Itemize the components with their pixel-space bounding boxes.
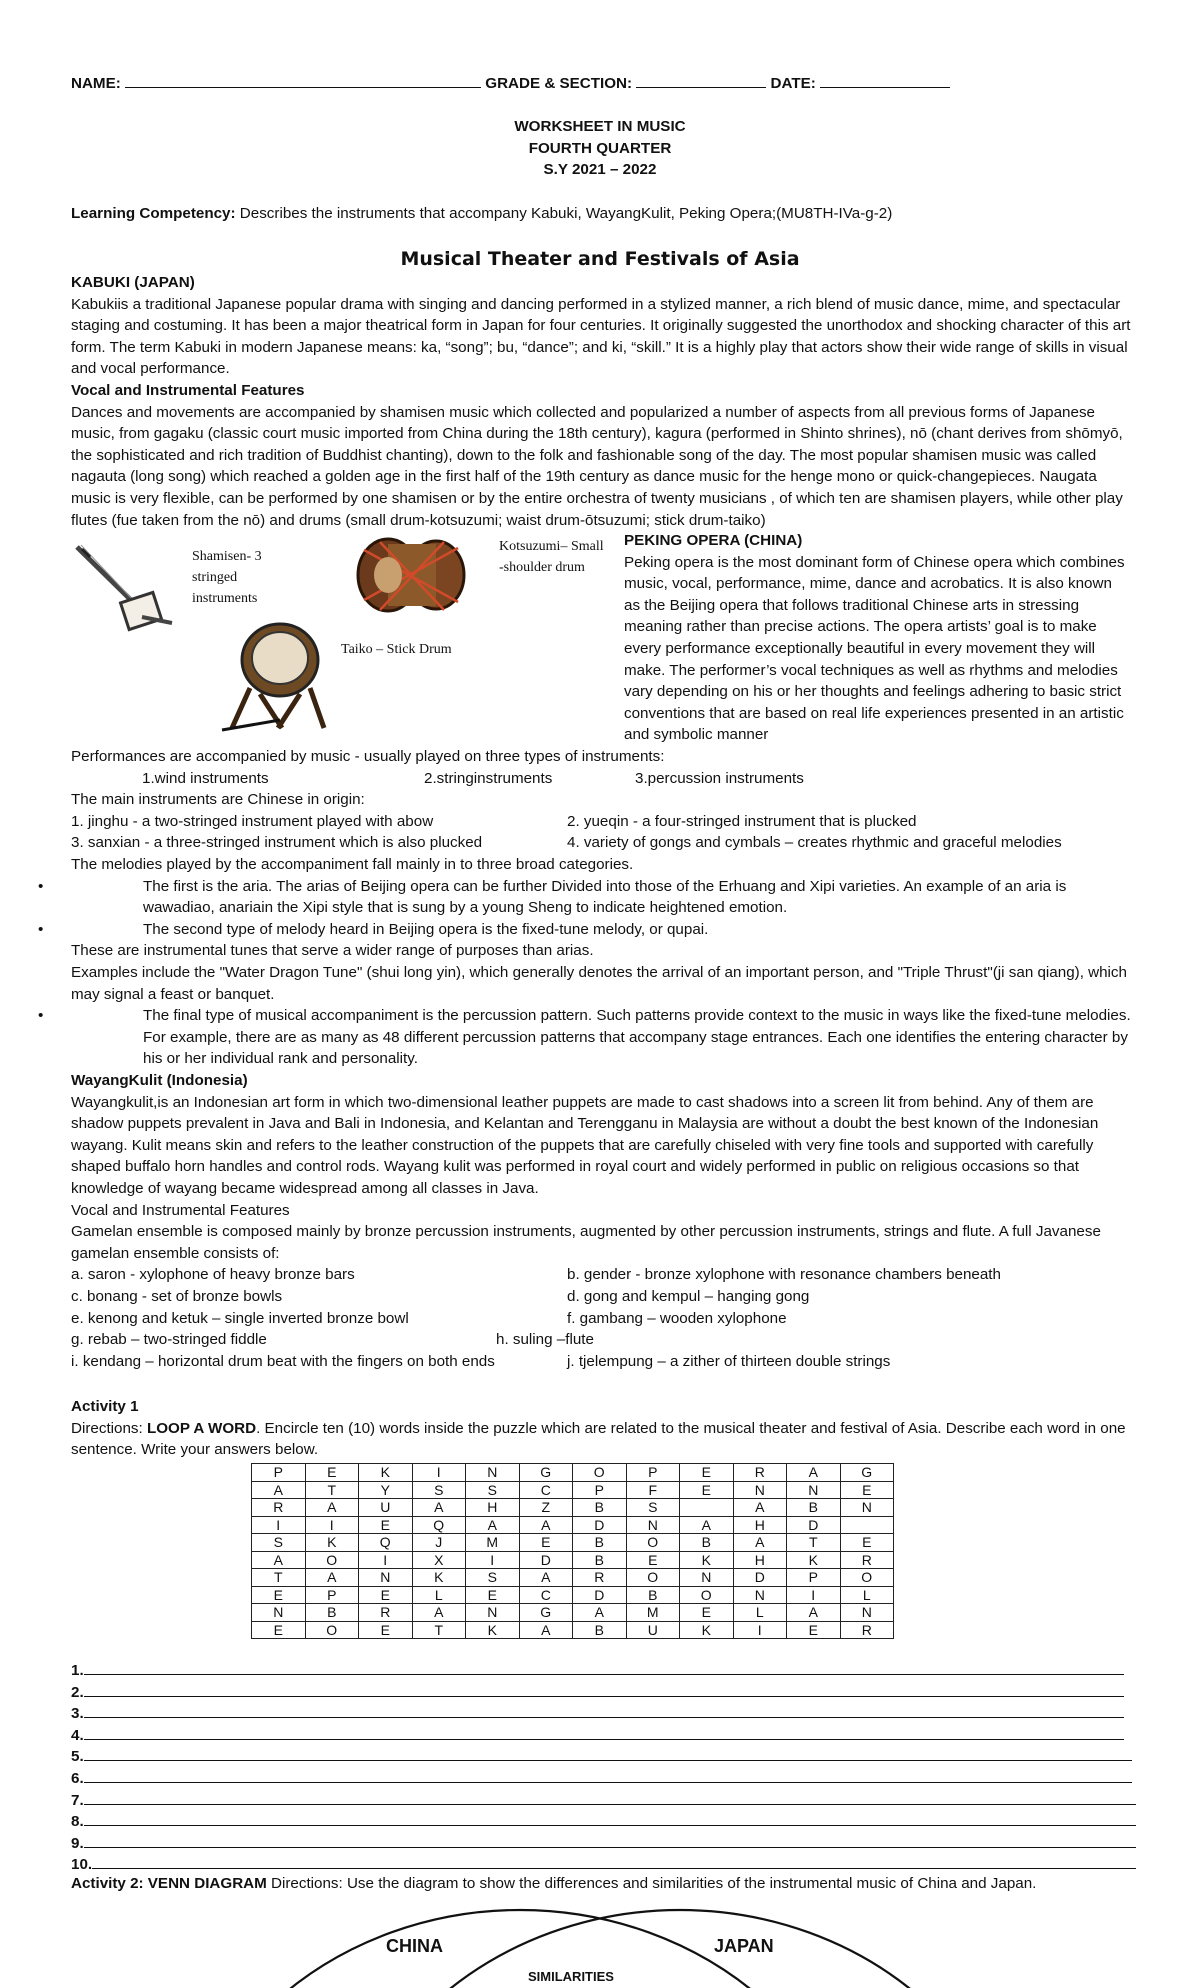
puzzle-row [252,1534,894,1552]
grade-label: GRADE & SECTION: [485,75,633,92]
answer-line[interactable] [71,1768,1131,1790]
gamelan-item: d. gong and kempul – hanging gong [567,1287,810,1305]
puzzle-cell[interactable]: I [787,1586,841,1604]
puzzle-cell[interactable]: B [305,1604,359,1622]
puzzle-cell[interactable]: K [466,1621,520,1639]
answer-lines [71,1660,1131,1876]
answer-number: 5. [71,1748,84,1766]
puzzle-cell[interactable]: G [519,1604,573,1622]
answer-line[interactable] [71,1790,1131,1812]
gamelan-item: j. tjelempung – a zither of thirteen double strings [567,1352,891,1370]
puzzle-cell[interactable]: B [573,1499,627,1517]
puzzle-cell[interactable]: U [626,1621,680,1639]
kabuki-section [71,272,1133,531]
puzzle-cell[interactable]: S [252,1534,306,1552]
kabuki-vocal-heading: Vocal and Instrumental Features [71,381,305,399]
puzzle-cell[interactable]: Q [412,1516,466,1534]
instrument-yueqin: 2. yueqin - a four-stringed instrument that is plucked [567,812,917,830]
puzzle-row [252,1464,894,1482]
peking-heading: PEKING OPERA (CHINA) [624,532,803,549]
answer-number: 8. [71,1813,84,1831]
title-block [0,116,1200,181]
kabuki-vocal-paragraph: Dances and movements are accompanied by shamisen music which collected and popularized a number of aspects from all previous forms of Japanese music, from gagaku (classic court music imported from China during the 18th century), kagura (performed in Shinto shrines), nō (chant derives from shōmyō, the sophisticated and rich tradition of Buddhist chanting), down to the folk and fashionable song of the day. The most popular shamisen music was called nagauta (long song) which reached a golden age in the first half of the 19th century as dance music for the henge mono or quick-changepieces. Naugata music is very flexible, can be performed by one shamisen or by the entire orchestra of twenty musicians , of which ten are shamisen players, while other play flutes (fue taken from the nō) and drums (small drum-kotsuzumi; waist drum-ōtsuzumi; stick drum-taiko) [71,403,1123,529]
puzzle-cell[interactable]: G [840,1464,894,1482]
puzzle-cell[interactable] [680,1499,734,1517]
word-puzzle [251,1463,894,1639]
activity1-section [71,1396,1133,1461]
answer-line[interactable] [71,1811,1131,1833]
puzzle-cell[interactable]: E [252,1586,306,1604]
puzzle-cell[interactable]: N [733,1586,787,1604]
puzzle-row [252,1516,894,1534]
header-row [71,73,1131,95]
shamisen-image [72,535,182,635]
puzzle-cell[interactable]: I [252,1516,306,1534]
gamelan-item: f. gambang – wooden xylophone [567,1309,787,1327]
competency-text: Describes the instruments that accompany Kabuki, WayangKulit, Peking Opera;(MU8TH-IVa-g-2) [235,205,893,222]
bullet-fixed-tune: • The second type of melody heard in Beijing opera is the fixed-tune melody, or qupai. [0,919,1133,941]
puzzle-cell[interactable]: B [573,1621,627,1639]
puzzle-cell[interactable]: D [733,1569,787,1587]
puzzle-cell[interactable]: Q [359,1534,413,1552]
puzzle-cell[interactable]: N [787,1481,841,1499]
answer-number: 7. [71,1791,84,1809]
instrument-sanxian: 3. sanxian - a three-stringed instrument which is also plucked [71,834,483,852]
puzzle-cell[interactable]: F [626,1481,680,1499]
title-line-3: S.Y 2021 – 2022 [543,161,657,179]
puzzle-cell[interactable] [840,1516,894,1534]
gamelan-item: g. rebab – two-stringed fiddle [71,1331,267,1349]
gamelan-row [71,1329,1133,1351]
shamisen-caption: Shamisen- 3 stringed instruments [192,549,262,606]
puzzle-cell[interactable]: M [626,1604,680,1622]
wayang-section [71,1070,1133,1372]
answer-blank[interactable] [84,1811,1136,1826]
puzzle-cell[interactable]: D [573,1586,627,1604]
activity1-directions [71,1418,1133,1461]
gamelan-item: a. saron - xylophone of heavy bronze bars [71,1266,355,1284]
kabuki-heading: KABUKI (JAPAN) [71,274,195,291]
puzzle-cell[interactable]: E [626,1551,680,1569]
taiko-image [220,618,338,734]
puzzle-cell[interactable]: N [840,1604,894,1622]
peking-paragraph: Peking opera is the most dominant form of Chinese opera which combines music, vocal, performance, mime, dance and acrobatics. It is also known as the Beijing opera that follows traditional Chinese arts in stressing meaning rather than precise actions. The opera artists’ goal is to make every performance exceptionally beautiful in every movement they will make. The performer’s vocal techniques as well as rhythms and melodies vary depending on his or her thoughts and feelings adhering to basic strict conventions that are based on real life experiences presented in an artistic and symbolic manner [624,553,1125,744]
puzzle-cell[interactable]: N [466,1464,520,1482]
puzzle-cell[interactable]: N [680,1569,734,1587]
puzzle-grid[interactable] [251,1463,894,1639]
gamelan-row [71,1264,1133,1286]
gamelan-row [71,1286,1133,1308]
answer-blank[interactable] [84,1725,1124,1740]
wayang-vocal-heading: Vocal and Instrumental Features [71,1201,290,1219]
directions-prefix: Directions: [71,1419,147,1437]
puzzle-cell[interactable]: A [252,1481,306,1499]
puzzle-cell[interactable]: Y [359,1481,413,1499]
puzzle-cell[interactable]: G [519,1464,573,1482]
taiko-icon [220,618,338,734]
answer-line[interactable] [71,1682,1131,1704]
puzzle-cell[interactable]: A [787,1464,841,1482]
answer-line[interactable] [71,1725,1131,1747]
puzzle-cell[interactable]: H [733,1551,787,1569]
puzzle-cell[interactable]: O [680,1586,734,1604]
date-label: DATE: [770,75,816,92]
puzzle-cell[interactable]: N [840,1499,894,1517]
puzzle-cell[interactable]: E [680,1604,734,1622]
puzzle-row [252,1621,894,1639]
puzzle-cell[interactable]: O [840,1569,894,1587]
gamelan-item: i. kendang – horizontal drum beat with the fingers on both ends [71,1352,495,1370]
puzzle-cell[interactable]: E [787,1621,841,1639]
puzzle-cell[interactable]: P [305,1586,359,1604]
puzzle-cell[interactable]: O [626,1569,680,1587]
taiko-caption: Taiko – Stick Drum [341,642,452,657]
bullet-percussion: • The final type of musical accompaniment is the percussion pattern. Such patterns provide context to the music in ways like the fixed-tune melodies. For example, there are as many as 48 different percussion patterns that accompany stage entrances. Each one identifies the entering character by his or her individual rank and personality. [0,1005,1133,1070]
puzzle-row [252,1551,894,1569]
puzzle-cell[interactable]: K [680,1551,734,1569]
activity2-directions [71,1873,1151,1895]
learning-competency [71,203,1151,225]
kotsuzumi-icon [350,532,472,618]
puzzle-cell[interactable]: E [466,1586,520,1604]
puzzle-cell[interactable]: K [359,1464,413,1482]
puzzle-cell[interactable]: R [733,1464,787,1482]
wayang-heading: WayangKulit (Indonesia) [71,1072,248,1089]
answer-number: 6. [71,1769,84,1787]
puzzle-cell[interactable]: O [305,1551,359,1569]
answer-line[interactable] [71,1746,1131,1768]
puzzle-cell[interactable]: N [466,1604,520,1622]
puzzle-cell[interactable]: D [787,1516,841,1534]
main-title: Musical Theater and Festivals of Asia [400,248,800,270]
puzzle-cell[interactable]: A [519,1621,573,1639]
answer-blank[interactable] [84,1790,1136,1805]
puzzle-cell[interactable]: I [466,1551,520,1569]
kotsuzumi-caption: Kotsuzumi– Small -shoulder drum [499,539,604,575]
puzzle-cell[interactable]: A [412,1604,466,1622]
peking-main-instruments: The main instruments are Chinese in origin: [71,791,365,809]
puzzle-cell[interactable]: K [412,1569,466,1587]
peking-examples: Examples include the "Water Dragon Tune" (shui long yin), which generally denotes the arrival of an important person, and "Triple Thrust"(ji san qiang), which may signal a feast or banquet. [71,963,1127,1003]
answer-number: 3. [71,1705,84,1723]
puzzle-cell[interactable]: A [252,1551,306,1569]
activity1-heading: Activity 1 [71,1398,139,1415]
puzzle-cell[interactable]: A [466,1516,520,1534]
puzzle-cell[interactable]: J [412,1534,466,1552]
puzzle-cell[interactable]: A [787,1604,841,1622]
type-percussion: 3.percussion instruments [635,769,804,787]
name-label: NAME: [71,75,121,92]
gamelan-item: h. suling –flute [496,1331,594,1349]
puzzle-cell[interactable]: D [519,1551,573,1569]
shamisen-icon [72,535,182,635]
gamelan-item: c. bonang - set of bronze bowls [71,1287,283,1305]
puzzle-cell[interactable]: R [359,1604,413,1622]
puzzle-cell[interactable]: B [680,1534,734,1552]
answer-line[interactable] [71,1833,1131,1855]
puzzle-cell[interactable]: E [680,1464,734,1482]
answer-blank[interactable] [92,1854,1136,1869]
competency-label: Learning Competency: [71,205,236,222]
puzzle-cell[interactable]: L [840,1586,894,1604]
activity2-text: Directions: Use the diagram to show the differences and similarities of the instrumental music of China and Japan. [266,1875,1037,1892]
puzzle-cell[interactable]: S [466,1569,520,1587]
instrument-types [71,768,1133,790]
puzzle-cell[interactable]: C [519,1481,573,1499]
puzzle-cell[interactable]: E [680,1481,734,1499]
answer-blank[interactable] [84,1660,1124,1675]
answer-number: 10. [71,1856,93,1874]
answer-number: 2. [71,1683,84,1701]
puzzle-cell[interactable]: X [412,1551,466,1569]
puzzle-cell[interactable]: E [359,1621,413,1639]
puzzle-cell[interactable]: T [412,1621,466,1639]
puzzle-cell[interactable]: A [680,1516,734,1534]
peking-melodies: The melodies played by the accompaniment fall mainly in to three broad categories. [71,855,634,873]
puzzle-cell[interactable]: I [412,1464,466,1482]
puzzle-cell[interactable]: C [519,1586,573,1604]
bullet-aria: • The first is the aria. The arias of Beijing opera can be further Divided into those of the Erhuang and Xipi varieties. An example of an aria is wawadiao, anariain the Xipi style that is sung by a young Sheng to indicate heightened emotion. [0,876,1133,919]
puzzle-cell[interactable]: L [412,1586,466,1604]
peking-instrumental-tunes: These are instrumental tunes that serve a wider range of purposes than arias. [71,942,594,960]
type-string: 2.stringinstruments [424,769,553,787]
puzzle-cell[interactable]: T [787,1534,841,1552]
date-field[interactable] [820,87,950,88]
answer-number: 1. [71,1662,84,1679]
instrument-row-1 [71,811,1133,833]
puzzle-cell[interactable]: A [733,1534,787,1552]
answer-line[interactable] [71,1660,1131,1682]
puzzle-cell[interactable]: O [626,1534,680,1552]
answer-line[interactable] [71,1703,1131,1725]
answer-number: 4. [71,1726,84,1744]
activity2-heading: Activity 2: VENN DIAGRAM [71,1875,267,1892]
puzzle-cell[interactable]: P [626,1464,680,1482]
kabuki-paragraph: Kabukiis a traditional Japanese popular drama with singing and dancing performed in a stylized manner, a rich blend of music dance, mime, and spectacular staging and costuming. It has been a major theatrical form in Japan for four centuries. It originally suggested the unorthodox and shocking character of this art form. The term Kabuki in modern Japanese means: ka, “song”; bu, “dance”; and ki, “skill.” It is a highly play that actors show their wide range of skills in visual and vocal performance. [71,295,1131,378]
puzzle-cell[interactable]: P [787,1569,841,1587]
puzzle-cell[interactable]: H [466,1499,520,1517]
puzzle-cell[interactable]: S [412,1481,466,1499]
puzzle-cell[interactable]: B [573,1551,627,1569]
puzzle-cell[interactable]: A [412,1499,466,1517]
venn-label-japan: JAPAN [714,1936,774,1956]
type-wind: 1.wind instruments [142,769,269,787]
puzzle-cell[interactable]: K [305,1534,359,1552]
puzzle-cell[interactable]: I [359,1551,413,1569]
puzzle-cell[interactable]: E [359,1586,413,1604]
puzzle-cell[interactable]: T [305,1481,359,1499]
title-line-1: WORKSHEET IN MUSIC [514,118,686,135]
peking-intro [624,530,1132,746]
answer-blank[interactable] [84,1746,1132,1761]
answer-number: 9. [71,1834,84,1852]
puzzle-row [252,1569,894,1587]
puzzle-cell[interactable]: E [252,1621,306,1639]
puzzle-cell[interactable]: O [573,1464,627,1482]
puzzle-cell[interactable]: E [359,1516,413,1534]
puzzle-cell[interactable]: E [840,1481,894,1499]
puzzle-cell[interactable]: E [305,1464,359,1482]
puzzle-cell[interactable]: P [573,1481,627,1499]
instrument-jinghu: 1. jinghu - a two-stringed instrument played with abow [71,812,434,830]
puzzle-cell[interactable]: H [733,1516,787,1534]
answer-blank[interactable] [84,1768,1132,1783]
directions-text: . Encircle ten (10) words inside the puzzle which are related to the musical theater and festival of Asia. Describe each word in one sentence. Write your answers below. [71,1419,1126,1459]
gamelan-row [71,1308,1133,1330]
puzzle-cell[interactable]: S [626,1499,680,1517]
puzzle-cell[interactable]: K [680,1621,734,1639]
puzzle-cell[interactable]: I [305,1516,359,1534]
puzzle-cell[interactable]: D [573,1516,627,1534]
puzzle-cell[interactable]: T [252,1569,306,1587]
instrument-row-2 [71,832,1133,854]
directions-bold: LOOP A WORD [146,1419,257,1437]
gamelan-item: e. kenong and ketuk – single inverted bronze bowl [71,1309,409,1327]
answer-blank[interactable] [84,1703,1124,1718]
puzzle-cell[interactable]: U [359,1499,413,1517]
puzzle-cell[interactable]: R [840,1551,894,1569]
puzzle-cell[interactable]: S [466,1481,520,1499]
peking-performances: Performances are accompanied by music - usually played on three types of instruments: [71,748,665,765]
kotsuzumi-image [350,532,472,618]
wayang-gamelan: Gamelan ensemble is composed mainly by bronze percussion instruments, augmented by other percussion instruments, strings and flute. A full Javanese gamelan ensemble consists of: [71,1223,1101,1262]
puzzle-cell[interactable]: R [252,1499,306,1517]
wayang-paragraph: Wayangkulit,is an Indonesian art form in which two-dimensional leather puppets are made to cast shadows into a screen lit from behind. Any of them are shadow puppets prevalent in Java and Bali in Indonesia, and Kelantan and Terengganu in Malaysia are without a doubt the best known of the Indonesian wayang. Kulit means skin and refers to the leather construction of the puppets that are carefully chiseled with very fine tools and supported with carefully shaped buffalo horn handles and control rods. Wayang kulit was performed in royal court and widely performed in public on religious occasions so that knowledge of wayang became widespread among all classes in Java. [71,1093,1099,1197]
puzzle-cell[interactable]: R [840,1621,894,1639]
answer-blank[interactable] [84,1682,1124,1697]
puzzle-cell[interactable]: A [305,1569,359,1587]
puzzle-row [252,1604,894,1622]
gamelan-item: b. gender - bronze xylophone with resonance chambers beneath [567,1266,1001,1284]
peking-section [71,746,1133,1070]
puzzle-cell[interactable]: E [519,1534,573,1552]
puzzle-cell[interactable]: Z [519,1499,573,1517]
puzzle-row [252,1499,894,1517]
puzzle-cell[interactable]: K [787,1551,841,1569]
venn-diagram[interactable] [0,1900,1200,1984]
puzzle-cell[interactable]: P [252,1464,306,1482]
puzzle-cell[interactable]: A [573,1604,627,1622]
puzzle-cell[interactable]: O [305,1621,359,1639]
puzzle-row [252,1586,894,1604]
venn-circles [0,1900,1200,1976]
title-line-2: FOURTH QUARTER [528,139,672,157]
puzzle-cell[interactable]: N [626,1516,680,1534]
venn-label-china: CHINA [386,1936,443,1956]
answer-blank[interactable] [84,1833,1136,1848]
puzzle-cell[interactable]: M [466,1534,520,1552]
puzzle-cell[interactable]: B [573,1534,627,1552]
venn-label-similarities: SIMILARITIES [528,1969,614,1984]
puzzle-cell[interactable]: N [252,1604,306,1622]
grade-field[interactable] [636,87,766,88]
puzzle-cell[interactable]: A [519,1569,573,1587]
puzzle-cell[interactable]: A [519,1516,573,1534]
name-field[interactable] [125,87,481,88]
puzzle-row [252,1481,894,1499]
puzzle-cell[interactable]: A [305,1499,359,1517]
instrument-gongs: 4. variety of gongs and cymbals – creates rhythmic and graceful melodies [567,834,1062,852]
gamelan-row [71,1351,1133,1373]
puzzle-cell[interactable]: B [626,1586,680,1604]
puzzle-cell[interactable]: L [733,1604,787,1622]
puzzle-cell[interactable]: I [733,1621,787,1639]
puzzle-cell[interactable]: E [840,1534,894,1552]
puzzle-cell[interactable]: R [573,1569,627,1587]
puzzle-cell[interactable]: N [733,1481,787,1499]
puzzle-cell[interactable]: A [733,1499,787,1517]
puzzle-cell[interactable]: B [787,1499,841,1517]
puzzle-cell[interactable]: N [359,1569,413,1587]
